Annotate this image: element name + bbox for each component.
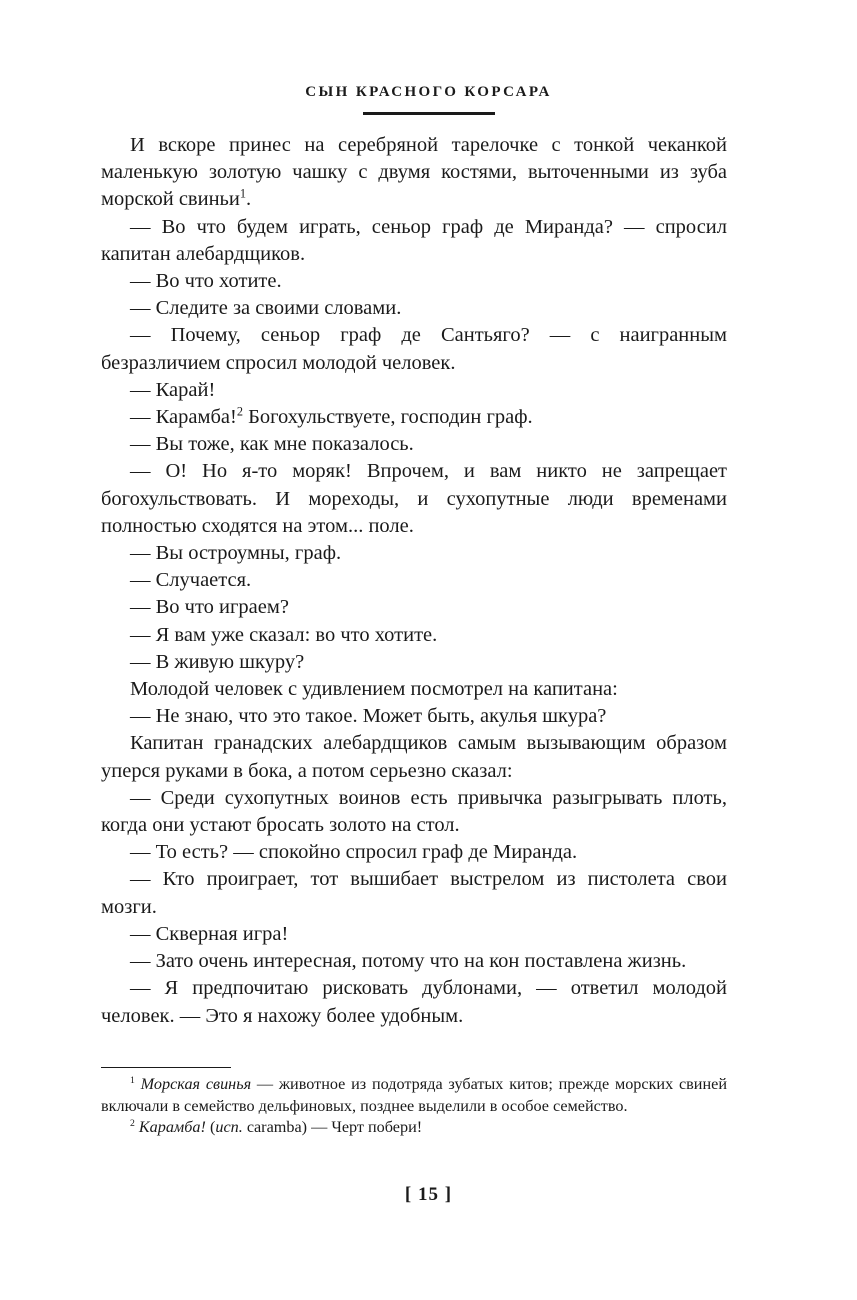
footnote-ref[interactable]: 2	[236, 404, 243, 419]
running-head: СЫН КРАСНОГО КОРСАРА	[305, 84, 552, 100]
paragraph: — Во что хотите.	[130, 270, 282, 293]
paragraph: — Вы тоже, как мне показалось.	[130, 433, 414, 456]
paragraph: — Карамба!$^2$ Богохульствуете, господин граф.	[130, 404, 533, 429]
footnote: $^2$ Карамба! (исп. caramba) — Черт побери!	[130, 1118, 423, 1136]
paragraph: — Скверная игра!	[130, 922, 289, 945]
paragraph: Молодой человек с удивлением посмотрел на капитана:	[130, 678, 618, 701]
paragraph: — Следите за своими словами.	[130, 297, 402, 320]
footnote-ref[interactable]: 1	[239, 187, 247, 202]
paragraph: — О! Но я-то моряк! Впрочем, и вам никто не запрещает богохульствовать. И мореходы, и сухопутные люди временами полностью сходятся на этом... поле.	[101, 460, 727, 537]
paragraph: — То есть? — спокойно спросил граф де Миранда.	[130, 841, 578, 864]
running-head-rule	[363, 112, 495, 115]
footnote-mark: 2	[130, 1118, 135, 1130]
paragraph: — Не знаю, что это такое. Может быть, акулья шкура?	[130, 705, 607, 728]
paragraph: — Вы остроумны, граф.	[130, 542, 342, 565]
paragraph: — Кто проиграет, тот вышибает выстрелом из пистолета свои мозги.	[101, 868, 727, 918]
paragraph: — Я предпочитаю рисковать дублонами, — ответил молодой человек. — Это я нахожу более удобным.	[101, 977, 727, 1027]
paragraph: Капитан гранадских алебардщиков самым вызывающим образом уперся руками в бока, а потом серьезно сказал:	[101, 732, 727, 782]
paragraph: — Во что играем?	[130, 596, 289, 619]
footnote: $^1$ Морская свинья — животное из подотряда зубатых китов; прежде морских свиней включали в семейство дельфиновых, позднее выделили в особое семейство.	[101, 1075, 727, 1115]
paragraph: — Почему, сеньор граф де Сантьяго? — с наигранным безразличием спросил молодой человек.	[101, 324, 727, 374]
footnote-term: Морская свинья	[140, 1075, 252, 1093]
language-abbr: исп.	[215, 1118, 243, 1136]
footnote-mark: 1	[130, 1075, 135, 1087]
body-text	[101, 132, 727, 1030]
footnotes	[101, 1074, 727, 1139]
paragraph: И вскоре принес на серебряной тарелочке с тонкой чеканкой маленькую золотую чашку с двумя костями, выточенными из зуба морской свиньи$^1$.	[101, 134, 727, 211]
paragraph: — Случается.	[130, 569, 252, 592]
paragraph: — Среди сухопутных воинов есть привычка разыгрывать плоть, когда они устают бросать золото на стол.	[101, 786, 727, 837]
footnote-term: Карамба!	[138, 1118, 206, 1136]
paragraph: — В живую шкуру?	[130, 650, 305, 673]
paragraph: — Я вам уже сказал: во что хотите.	[130, 623, 438, 646]
paragraph: — Во что будем играть, сеньор граф де Миранда? — спросил капитан алебардщиков.	[101, 215, 727, 265]
page-number: [ 15 ]	[404, 1184, 453, 1205]
paragraph: — Карай!	[130, 378, 216, 401]
paragraph: — Зато очень интересная, потому что на кон поставлена жизнь.	[130, 950, 687, 973]
footnote-separator	[101, 1067, 231, 1068]
